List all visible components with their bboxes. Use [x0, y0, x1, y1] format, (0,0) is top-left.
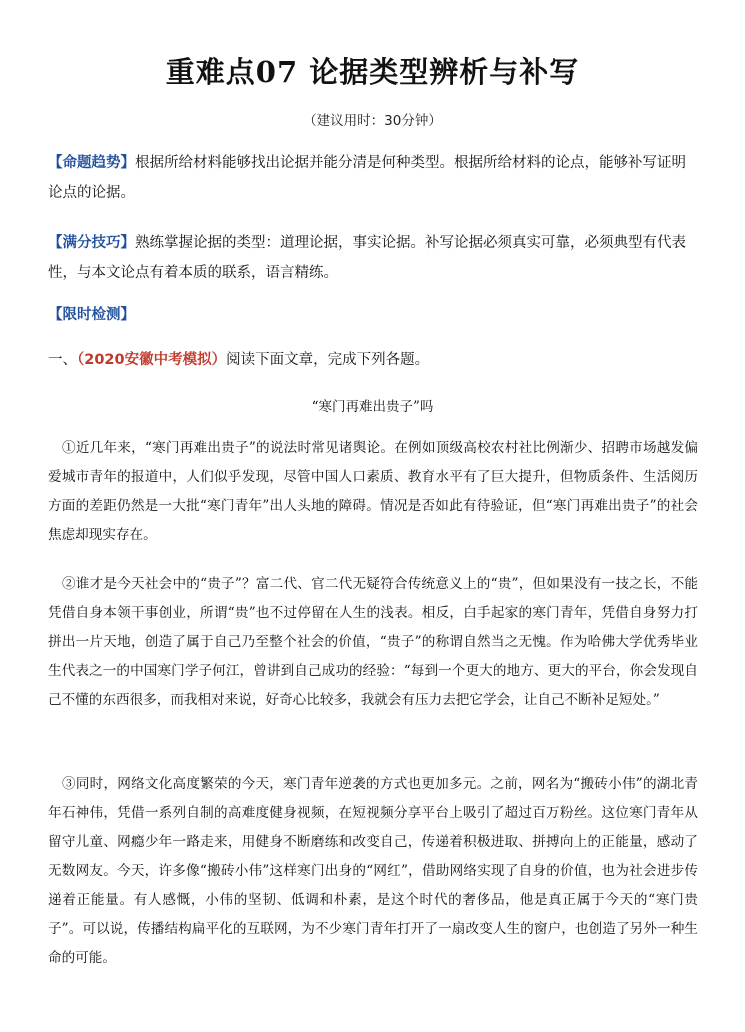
skill-section	[48, 228, 698, 288]
skill-text: 熟练掌握论据的类型：道理论据，事实论据。补写论据必须真实可靠，必须典型有代表性，与本文论点有着本质的联系，语言精练。	[48, 235, 686, 281]
skill-tag: 【满分技巧】	[48, 235, 135, 251]
essay-paragraph-1: ①近几年来，“寒门再难出贵子”的说法时常见诸舆论。在例如顶级高校农村社比例渐少、招聘市场越发偏爱城市青年的报道中，人们似乎发现，尽管中国人口素质、教育水平有了巨大提升，但物质条件、生活阅历方面的差距仍然是一大批“寒门青年”出人头地的障碍。情况是否如此有待验证，但“寒门再难出贵子”的社会焦虑却现实存在。	[48, 440, 698, 543]
test-section	[48, 300, 698, 330]
essay-paragraph-3: ③同时，网络文化高度繁荣的今天，寒门青年逆袭的方式也更加多元。之前，网名为“搬砖小伟”的湖北青年石神伟，凭借一系列自制的高难度健身视频，在短视频分享平台上吸引了超过百万粉丝。这位寒门青年从留守儿童、网瘾少年一路走来，用健身不断磨练和改变自己，传递着积极进取、拼搏向上的正能量，感动了无数网友。今天，许多像“搬砖小伟”这样寒门出身的“网红”，借助网络实现了自身的价值，也为社会进步传递着正能量。有人感慨，小伟的坚韧、低调和朴素，是这个时代的奢侈品，他是真正属于今天的“寒门贵子”。可以说，传播结构扁平化的互联网，为不少寒门青年打开了一扇改变人生的窗户，也创造了另外一种生命的可能。	[48, 776, 698, 966]
suggested-time: （建议用时：30分钟）	[303, 113, 442, 129]
essay-title: “寒门再难出贵子”吗	[311, 399, 434, 415]
trend-tag: 【命题趋势】	[48, 155, 135, 171]
test-tag: 【限时检测】	[48, 307, 135, 323]
question-text: 阅读下面文章，完成下列各题。	[226, 352, 430, 368]
question-prefix: 一、	[48, 352, 77, 368]
page-title: 重难点07 论据类型辨析与补写	[165, 55, 580, 89]
trend-text: 根据所给材料能够找出论据并能分清是何种类型。根据所给材料的论点，能够补写证明论点的论据。	[48, 155, 686, 201]
trend-section	[48, 148, 698, 208]
essay-paragraph-2: ②谁才是今天社会中的“贵子”？富二代、官二代无疑符合传统意义上的“贵”，但如果没有一技之长，不能凭借自身本领干事创业，所谓“贵”也不过停留在人生的浅表。相反，白手起家的寒门青年，凭借自身努力打拼出一片天地，创造了属于自己乃至整个社会的价值，“贵子”的称谓自然当之无愧。作为哈佛大学优秀毕业生代表之一的中国寒门学子何江，曾讲到自己成功的经验：“每到一个更大的地方、更大的平台，你会发现自己不懂的东西很多，而我相对来说，好奇心比较多，我就会有压力去把它学会，让自己不断补足短处。”	[48, 576, 698, 708]
question-source: （2020安徽中考模拟）	[77, 352, 227, 368]
question-heading	[48, 345, 698, 375]
